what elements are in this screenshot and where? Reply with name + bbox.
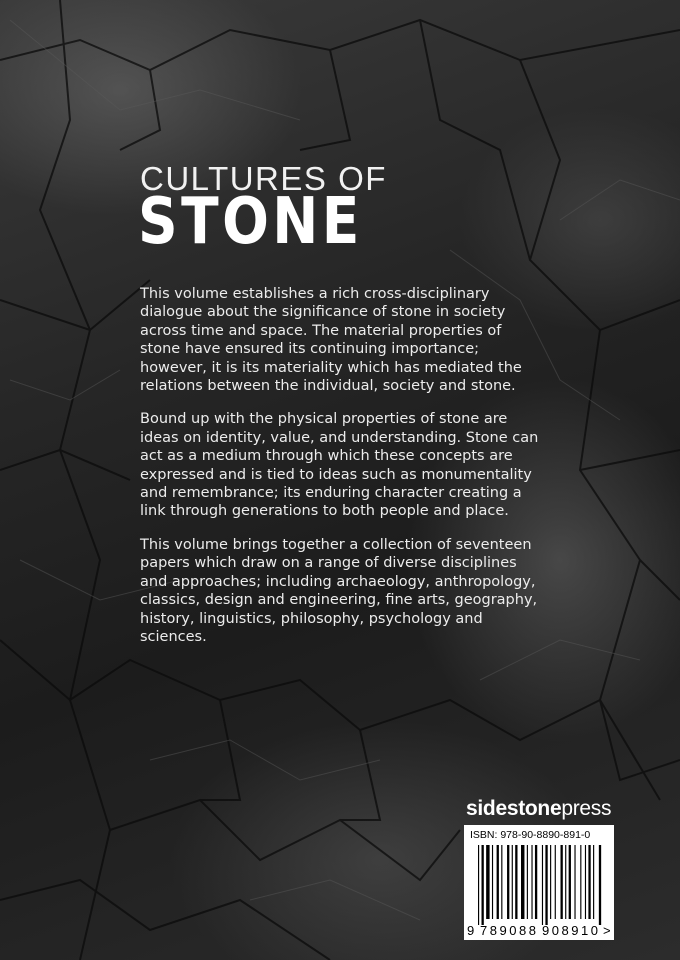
barcode-bar <box>599 845 601 925</box>
publisher-name-bold: sidestone <box>466 797 562 820</box>
barcode-bar <box>550 845 551 919</box>
isbn-label: ISBN: 978-90-8890-891-0 <box>470 829 591 841</box>
blurb-paragraph-3: This volume brings together a collection of seventeen papers which draw on a range of diverse disciplines and approaches; including archaeology, anthropology, classics, design and engineering, fine arts, geography, history, linguistics, philosophy, psychology and sciences. <box>140 536 538 645</box>
barcode-bar <box>569 845 571 919</box>
barcode-end-mark: > <box>603 923 611 938</box>
barcode-bar <box>542 845 543 925</box>
barcode-bar <box>501 845 502 919</box>
barcode-bar <box>545 845 547 925</box>
barcode-bars <box>464 825 614 940</box>
barcode-bar <box>535 845 537 919</box>
barcode-bar <box>492 845 493 919</box>
barcode-bar <box>565 845 566 919</box>
publisher-logo <box>466 797 611 821</box>
barcode-bar <box>486 845 489 919</box>
title-line-stone: STONE <box>138 185 363 259</box>
barcode-bar <box>574 845 575 919</box>
title-line-cultures-of: CULTURES OF <box>140 160 387 197</box>
barcode-bar <box>588 845 590 919</box>
barcode-bar <box>521 845 524 919</box>
barcode-bar <box>482 845 484 925</box>
barcode-bar <box>527 845 528 919</box>
barcode-bar <box>531 845 532 919</box>
barcode-bar <box>515 845 517 919</box>
blurb-paragraph-1: This volume establishes a rich cross-disciplinary dialogue about the significance of stone in society across time and space. The material properties of stone have ensured its continuing importance; however, it is its materiality which has mediated the relations between the individual, society and stone. <box>140 286 522 395</box>
barcode-bar <box>507 845 509 919</box>
publisher-name-regular: press <box>561 797 612 820</box>
blurb <box>140 285 540 661</box>
barcode-bar <box>555 845 556 919</box>
barcode-bar <box>497 845 499 919</box>
barcode-group-1: 789088 <box>480 923 536 938</box>
barcode-bar <box>585 845 586 919</box>
barcode-bar <box>478 845 479 925</box>
blurb-paragraph-2: Bound up with the physical properties of stone are ideas on identity, value, and understanding. Stone can act as a medium through which these concepts are expressed and is tied to ideas such as monumentality and remembrance; its enduring character creating a link through generations to both people and place. <box>140 411 539 520</box>
barcode-first-digit: 9 <box>467 923 475 938</box>
barcode-bar <box>580 845 581 919</box>
barcode-group-2: 908910 <box>542 923 598 938</box>
barcode-bar <box>593 845 594 919</box>
barcode-bar <box>512 845 513 919</box>
barcode-bar <box>561 845 563 919</box>
isbn-barcode <box>464 825 614 940</box>
